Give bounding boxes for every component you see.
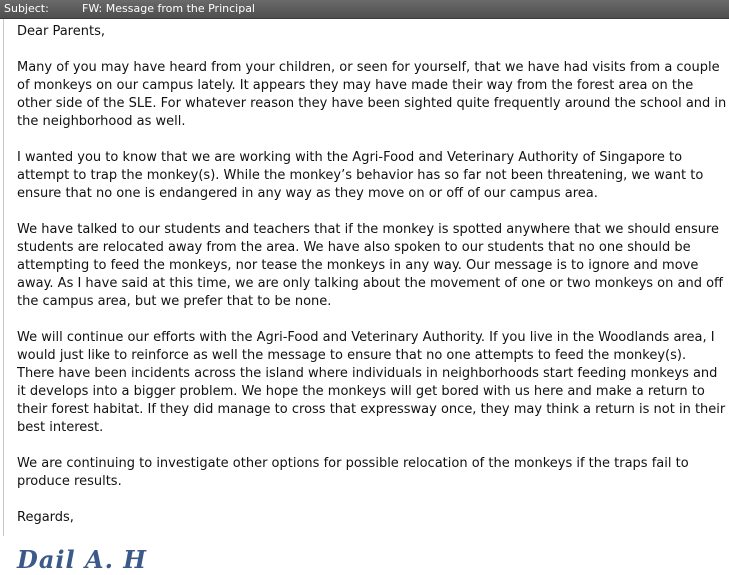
subject-value[interactable]: FW: Message from the Principal bbox=[82, 2, 255, 15]
signature: Dail A. H bbox=[17, 545, 147, 574]
closing: Regards, bbox=[17, 510, 74, 525]
paragraph-1: Many of you may have heard from your children, or seen for yourself, that we have had visits from a couple of monkeys on our campus lately. It appears they may have made their way from the forest area on the other side of the SLE. For whatever reason they have been sighted quite frequently around the school and in the neighborhood as well. bbox=[17, 60, 727, 129]
subject-label: Subject: bbox=[4, 2, 49, 15]
paragraph-2: I wanted you to know that we are working with the Agri-Food and Veterinary Authority of Singapore to attempt to trap the monkey(s). While the monkey’s behavior has so far not been threatening, we want to ensure that no one is endangered in any way as they move on or off of our campus area. bbox=[17, 150, 704, 201]
paragraph-3: We have talked to our students and teachers that if the monkey is spotted anywhere that we should ensure students are relocated away from the area. We have also spoken to our students that no one should be attempting to feed the monkeys, nor tease the monkeys in any way. Our message is to ignore and move away. As I have said at this time, we are only talking about the movement of one or two monkeys on and off the campus area, but we prefer that to be none. bbox=[17, 222, 723, 309]
email-body bbox=[17, 23, 727, 575]
paragraph-5: We are continuing to investigate other options for possible relocation of the monkeys if the traps fail to produce results. bbox=[17, 456, 689, 489]
paragraph-4: We will continue our efforts with the Agri-Food and Veterinary Authority. If you live in the Woodlands area, I would just like to reinforce as well the message to ensure that no one attempts to feed the monkey(s). There have been incidents across the island where individuals in neighborhoods start feeding monkeys and it develops into a bigger problem. We hope the monkeys will get bored with us here and make a return to their forest habitat. If they did manage to cross that expressway once, they may think a return is not in their best interest. bbox=[17, 330, 726, 435]
subject-bar bbox=[0, 0, 729, 19]
greeting: Dear Parents, bbox=[17, 24, 105, 39]
message-body-pane[interactable] bbox=[3, 19, 729, 574]
